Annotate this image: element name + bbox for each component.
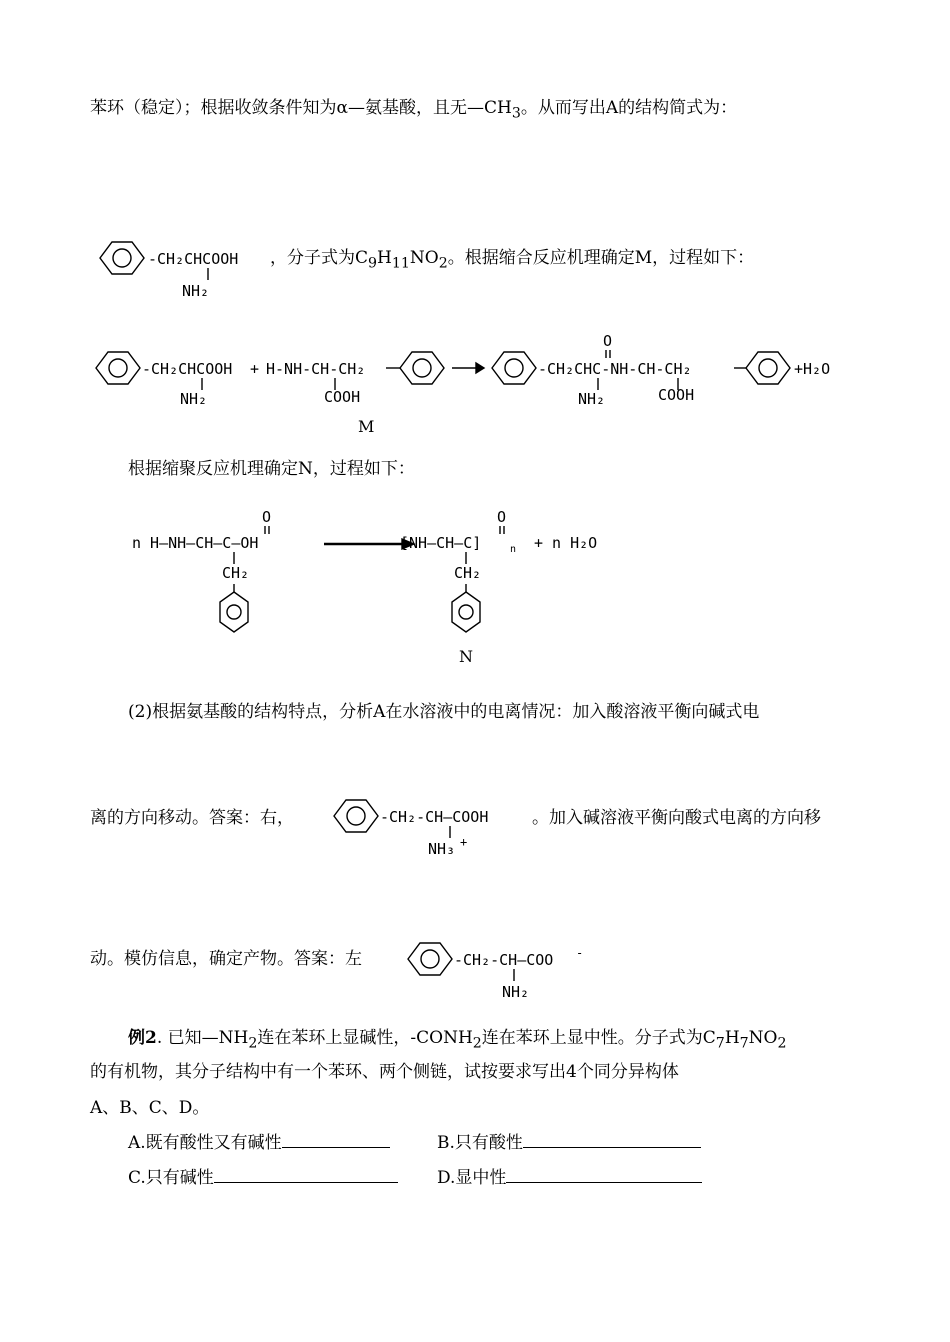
svg-text:n H—NH—CH—C—OH: n H—NH—CH—C—OH bbox=[132, 534, 259, 552]
svg-text:CH₂: CH₂ bbox=[454, 564, 482, 582]
m-label: M bbox=[358, 417, 375, 436]
structure-anion bbox=[402, 935, 602, 1005]
n-label: N bbox=[459, 647, 473, 666]
option-a: A.既有酸性又有碱性 bbox=[128, 1131, 390, 1155]
svg-text:+: + bbox=[250, 360, 260, 378]
svg-text:H-NH-CH-CH₂: H-NH-CH-CH₂ bbox=[266, 360, 366, 378]
nh2-text: NH₂ bbox=[182, 282, 210, 300]
svg-text:[NH—CH—C]: [NH—CH—C] bbox=[400, 534, 482, 552]
polycondensation-reaction bbox=[130, 510, 630, 670]
structure-a bbox=[88, 234, 278, 300]
svg-text:NH₂: NH₂ bbox=[502, 983, 530, 1001]
svg-text:-CH₂CHC-NH-CH-CH₂: -CH₂CHC-NH-CH-CH₂ bbox=[538, 360, 692, 378]
option-c: C.只有碱性 bbox=[128, 1166, 398, 1190]
text-line: ，分子式为$C_9H_{11}NO_2$。根据缩合反应机理确定M，过程如下： bbox=[270, 248, 755, 272]
answer-blank-b[interactable] bbox=[523, 1131, 701, 1148]
svg-text:n: n bbox=[510, 544, 517, 555]
svg-text:CH₂: CH₂ bbox=[222, 564, 250, 582]
text-line: A、B、C、D。 bbox=[90, 1098, 210, 1118]
answer-blank-a[interactable] bbox=[282, 1131, 390, 1148]
structure-cation bbox=[328, 792, 538, 864]
answer-blank-c[interactable] bbox=[214, 1166, 398, 1183]
text-line: 动。模仿信息，确定产物。答案：左 bbox=[90, 949, 362, 969]
svg-text:+ n H₂O: + n H₂O bbox=[534, 534, 598, 552]
condensation-reaction bbox=[90, 328, 860, 438]
svg-text:NH₂: NH₂ bbox=[180, 390, 208, 408]
svg-text:COOH: COOH bbox=[324, 388, 361, 406]
svg-text:-: - bbox=[576, 946, 584, 960]
answer-blank-d[interactable] bbox=[506, 1166, 702, 1183]
example-2-line: 例2. 已知$—NH_2$连在苯环上显碱性，$-CONH_2$连在苯环上显中性。分子式为$C_7H_7NO_2$ bbox=[128, 1028, 787, 1052]
chain-text: -CH₂CHCOOH bbox=[148, 250, 239, 268]
text-line: (2)根据氨基酸的结构特点，分析A在水溶液中的电离情况：加入酸溶液平衡向碱式电 bbox=[128, 702, 760, 722]
text-line: 根据缩聚反应机理确定N，过程如下： bbox=[128, 459, 415, 479]
svg-text:NH₃: NH₃ bbox=[428, 840, 456, 858]
svg-text:-CH₂-CH—COOH: -CH₂-CH—COOH bbox=[380, 808, 489, 826]
svg-text:+H₂O: +H₂O bbox=[794, 360, 831, 378]
option-b: B.只有酸性 bbox=[437, 1131, 701, 1155]
svg-text:+: + bbox=[460, 835, 468, 849]
svg-text:COOH: COOH bbox=[658, 386, 695, 404]
svg-text:O: O bbox=[262, 508, 272, 526]
text-line: 的有机物，其分子结构中有一个苯环、两个侧链，试按要求写出4个同分异构体 bbox=[90, 1062, 679, 1082]
svg-text:-CH₂CHCOOH: -CH₂CHCOOH bbox=[142, 360, 233, 378]
text-line: 。加入碱溶液平衡向酸式电离的方向移 bbox=[532, 808, 821, 828]
option-d: D.显中性 bbox=[437, 1166, 702, 1190]
text-line: 苯环（稳定）；根据收敛条件知为α—氨基酸，且无$—CH_3$。从而写出A的结构简式为： bbox=[90, 98, 738, 122]
svg-text:O: O bbox=[497, 508, 507, 526]
svg-text:NH₂: NH₂ bbox=[578, 390, 606, 408]
svg-text:-CH₂-CH—COO: -CH₂-CH—COO bbox=[454, 951, 554, 969]
svg-text:O: O bbox=[603, 332, 613, 350]
text-line: 离的方向移动。答案：右， bbox=[90, 808, 294, 828]
